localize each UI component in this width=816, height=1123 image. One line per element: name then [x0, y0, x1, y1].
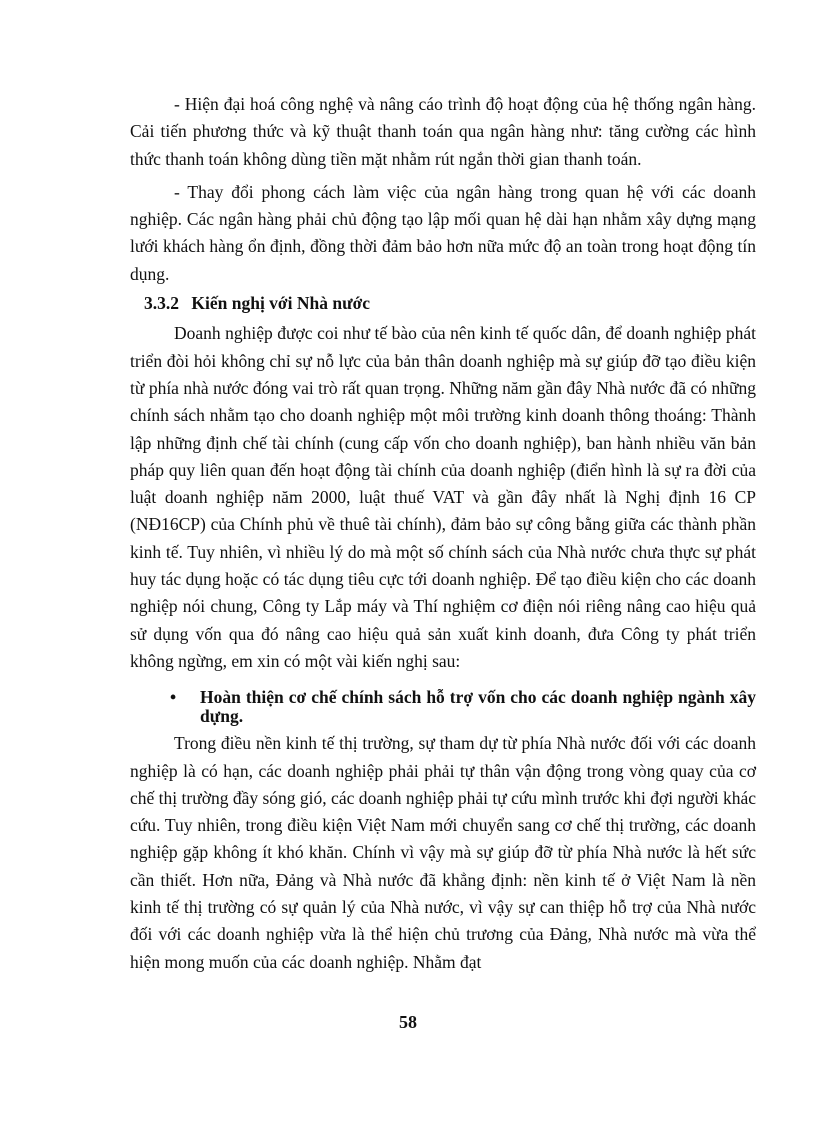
- bullet-icon: •: [170, 687, 177, 708]
- paragraph-modernize-technology: - Hiện đại hoá công nghệ và nâng cáo trình độ hoạt động của hệ thống ngân hàng. Cải tiến phương thức và kỹ thuật thanh toán qua ngân hàng như: tăng cường các hình thức thanh toán không dùng tiền mặt nhằm rút ngắn thời gian thanh toán.: [130, 94, 756, 169]
- page-number: 58: [399, 1012, 417, 1032]
- section-heading: [144, 290, 756, 317]
- bullet-text: Hoàn thiện cơ chế chính sách hỗ trợ vốn cho các doanh nghiệp ngành xây dựng.: [200, 687, 756, 727]
- page-body: [130, 91, 756, 976]
- bullet-item: [130, 688, 756, 726]
- paragraph-main: Doanh nghiệp được coi như tế bào của nên kinh tế quốc dân, để doanh nghiệp phát triển đòi hỏi không chỉ sự nỗ lực của bản thân doanh nghiệp mà sự giúp đỡ tạo điều kiện từ phía nhà nước đóng vai trò rất quan trọng. Những năm gần đây Nhà nước đã có những chính sách nhằm tạo cho doanh nghiệp một môi trường kinh doanh thông thoáng: Thành lập những định chế tài chính (cung cấp vốn cho doanh nghiệp), ban hành nhiều văn bản pháp quy liên quan đến hoạt động tài chính của doanh nghiệp (điển hình là sự ra đời của luật doanh nghiệp năm 2000, luật thuế VAT và gần đây nhất là Nghị định 16 CP (NĐ16CP) của Chính phủ về thuê tài chính), đảm bảo sự công bằng giữa các thành phần kinh tế. Tuy nhiên, vì nhiều lý do mà một số chính sách của Nhà nước chưa thực sự phát huy tác dụng hoặc có tác dụng tiêu cực tới doanh nghiệp. Để tạo điều kiện cho các doanh nghiệp nói chung, Công ty Lắp máy và Thí nghiệm cơ điện nói riêng nâng cao hiệu quả sử dụng vốn qua đó nâng cao hiệu quả sản xuất kinh doanh, đưa Công ty phát triển không ngừng, em xin có một vài kiến nghị sau:: [130, 323, 756, 671]
- paragraph-last: Trong điều nền kinh tế thị trường, sự tham dự từ phía Nhà nước đối với các doanh nghiệp là có hạn, các doanh nghiệp phải phải tự thân vận động trong vòng quay của cơ chế thị trường đầy sóng gió, các doanh nghiệp phải tự cứu mình trước khi đợi người khác cứu. Tuy nhiên, trong điều kiện Việt Nam mới chuyển sang cơ chế thị trường, các doanh nghiệp gặp không ít khó khăn. Chính vì vậy mà sự giúp đỡ từ phía Nhà nước là hết sức cần thiết. Hơn nữa, Đảng và Nhà nước đã khẳng định: nền kinh tế ở Việt Nam là nền kinh tế thị trường có sự quản lý của Nhà nước, vì vậy sự can thiệp hỗ trợ của Nhà nước đối với các doanh nghiệp vừa là thể hiện chủ trương của Đảng, Nhà nước mà vừa thể hiện mong muốn của các doanh nghiệp. Nhằm đạt: [130, 733, 756, 972]
- section-number: 3.3.2: [144, 293, 179, 314]
- section-title: Kiến nghị với Nhà nước: [191, 293, 371, 314]
- paragraph-change-working-style: - Thay đổi phong cách làm việc của ngân hàng trong quan hệ với các doanh nghiệp. Các ngân hàng phải chủ động tạo lập mối quan hệ dài hạn nhằm xây dựng mạng lưới khách hàng ổn định, đồng thời đảm bảo hơn nữa mức độ an toàn trong hoạt động tín dụng.: [130, 181, 756, 284]
